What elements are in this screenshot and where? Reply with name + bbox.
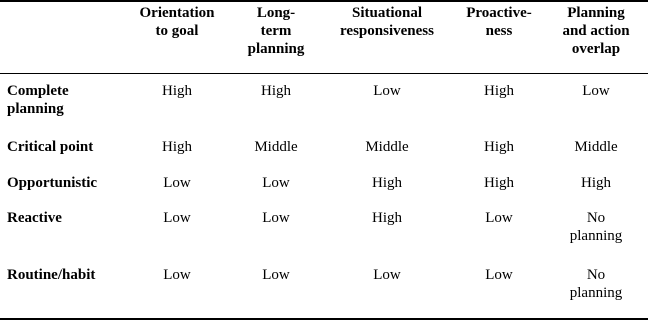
table-cell: No planning — [569, 267, 623, 301]
row-label-opportunistic: Opportunistic — [7, 175, 98, 191]
header-situational-responsiveness: Situational responsiveness — [340, 5, 434, 39]
table-cell: Low — [262, 267, 290, 283]
table-cell: High — [162, 139, 192, 155]
header-proactiveness: Proactive- ness — [466, 5, 532, 39]
table-cell: Middle — [254, 139, 298, 155]
header-long-term-planning: Long- term planning — [247, 5, 305, 57]
table-bottom-rule — [0, 318, 648, 320]
table-cell: High — [484, 83, 514, 99]
table-top-rule — [0, 0, 648, 2]
header-planning-action-overlap: Planning and action overlap — [562, 5, 630, 57]
table-header-rule — [0, 73, 648, 74]
row-label-routine-habit: Routine/habit — [7, 267, 96, 283]
table-cell: Low — [163, 210, 191, 226]
table-cell: High — [162, 83, 192, 99]
table-cell: Middle — [574, 139, 618, 155]
table-cell: High — [581, 175, 611, 191]
table-cell: Middle — [365, 139, 409, 155]
table-cell: High — [484, 175, 514, 191]
table-cell: Low — [485, 210, 513, 226]
table-cell: Low — [163, 175, 191, 191]
table-cell: Low — [485, 267, 513, 283]
header-orientation-to-goal: Orientation to goal — [139, 5, 215, 39]
table-cell: Low — [582, 83, 610, 99]
table-cell: No planning — [569, 210, 623, 244]
table-cell: Low — [163, 267, 191, 283]
row-label-complete-planning: Complete planning — [7, 83, 69, 117]
table-cell: High — [484, 139, 514, 155]
table-cell: High — [372, 210, 402, 226]
table-cell: Low — [373, 267, 401, 283]
table-cell: Low — [262, 210, 290, 226]
table-cell: Low — [373, 83, 401, 99]
table-cell: High — [372, 175, 402, 191]
table-cell: Low — [262, 175, 290, 191]
table-cell: High — [261, 83, 291, 99]
row-label-critical-point: Critical point — [7, 139, 94, 155]
row-label-reactive: Reactive — [7, 210, 62, 226]
